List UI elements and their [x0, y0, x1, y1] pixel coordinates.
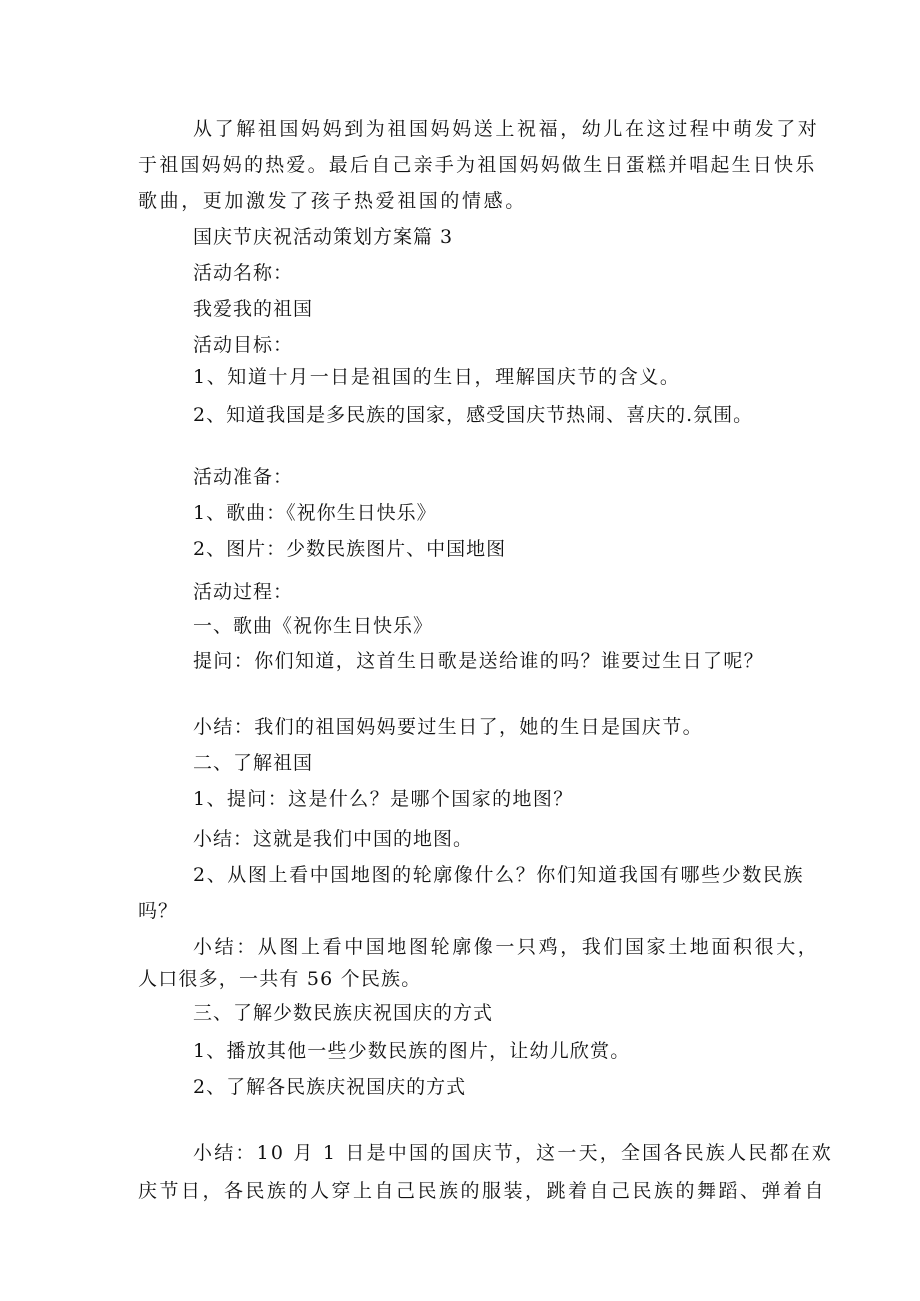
text-line: 庆节日，各民族的人穿上自己民族的服装，跳着自己民族的舞蹈、弹着自	[138, 1180, 827, 1202]
list-item: 2、从图上看中国地图的轮廓像什么？你们知道我国有哪些少数民族	[193, 864, 805, 886]
list-item: 1、知道十月一日是祖国的生日，理解国庆节的含义。	[193, 366, 681, 388]
subheading-line: 三、了解少数民族庆祝国庆的方式	[193, 1002, 494, 1024]
label-line: 活动过程：	[193, 581, 294, 603]
section-heading: 国庆节庆祝活动策划方案篇 3	[193, 226, 454, 248]
text-line: 吗？	[138, 900, 179, 922]
paragraph-line: 于祖国妈妈的热爱。最后自己亲手为祖国妈妈做生日蛋糕并唱起生日快乐	[138, 154, 817, 176]
subheading-line: 一、歌曲《祝你生日快乐》	[193, 615, 434, 637]
text-line: 小结：这就是我们中国的地图。	[193, 828, 474, 850]
list-item: 2、知道我国是多民族的国家，感受国庆节热闹、喜庆的.氛围。	[193, 404, 754, 426]
subheading-line: 二、了解祖国	[193, 752, 314, 774]
text-line: 小结：我们的祖国妈妈要过生日了，她的生日是国庆节。	[193, 716, 704, 738]
list-item: 1、歌曲：《祝你生日快乐》	[193, 502, 437, 524]
text-line: 我爱我的祖国	[193, 298, 314, 320]
label-line: 活动准备：	[193, 466, 294, 488]
list-item: 2、了解各民族庆祝国庆的方式	[193, 1076, 467, 1098]
paragraph-line: 歌曲，更加激发了孩子热爱祖国的情感。	[138, 190, 527, 212]
text-line: 提问：你们知道，这首生日歌是送给谁的吗？谁要过生日了呢？	[193, 650, 765, 672]
list-item: 1、提问：这是什么？是哪个国家的地图？	[193, 788, 574, 810]
list-item: 2、图片：少数民族图片、中国地图	[193, 538, 507, 560]
paragraph-line: 从了解祖国妈妈到为祖国妈妈送上祝福，幼儿在这过程中萌发了对	[193, 118, 820, 140]
text-line: 人口很多，一共有 56 个民族。	[138, 968, 422, 990]
label-line: 活动名称：	[193, 262, 294, 284]
text-line: 小结：10 月 1 日是中国的国庆节，这一天，全国各民族人民都在欢	[193, 1142, 833, 1164]
list-item: 1、播放其他一些少数民族的图片，让幼儿欣赏。	[193, 1040, 631, 1062]
label-line: 活动目标：	[193, 334, 294, 356]
text-line: 小结：从图上看中国地图轮廓像一只鸡，我们国家土地面积很大，	[193, 936, 820, 958]
